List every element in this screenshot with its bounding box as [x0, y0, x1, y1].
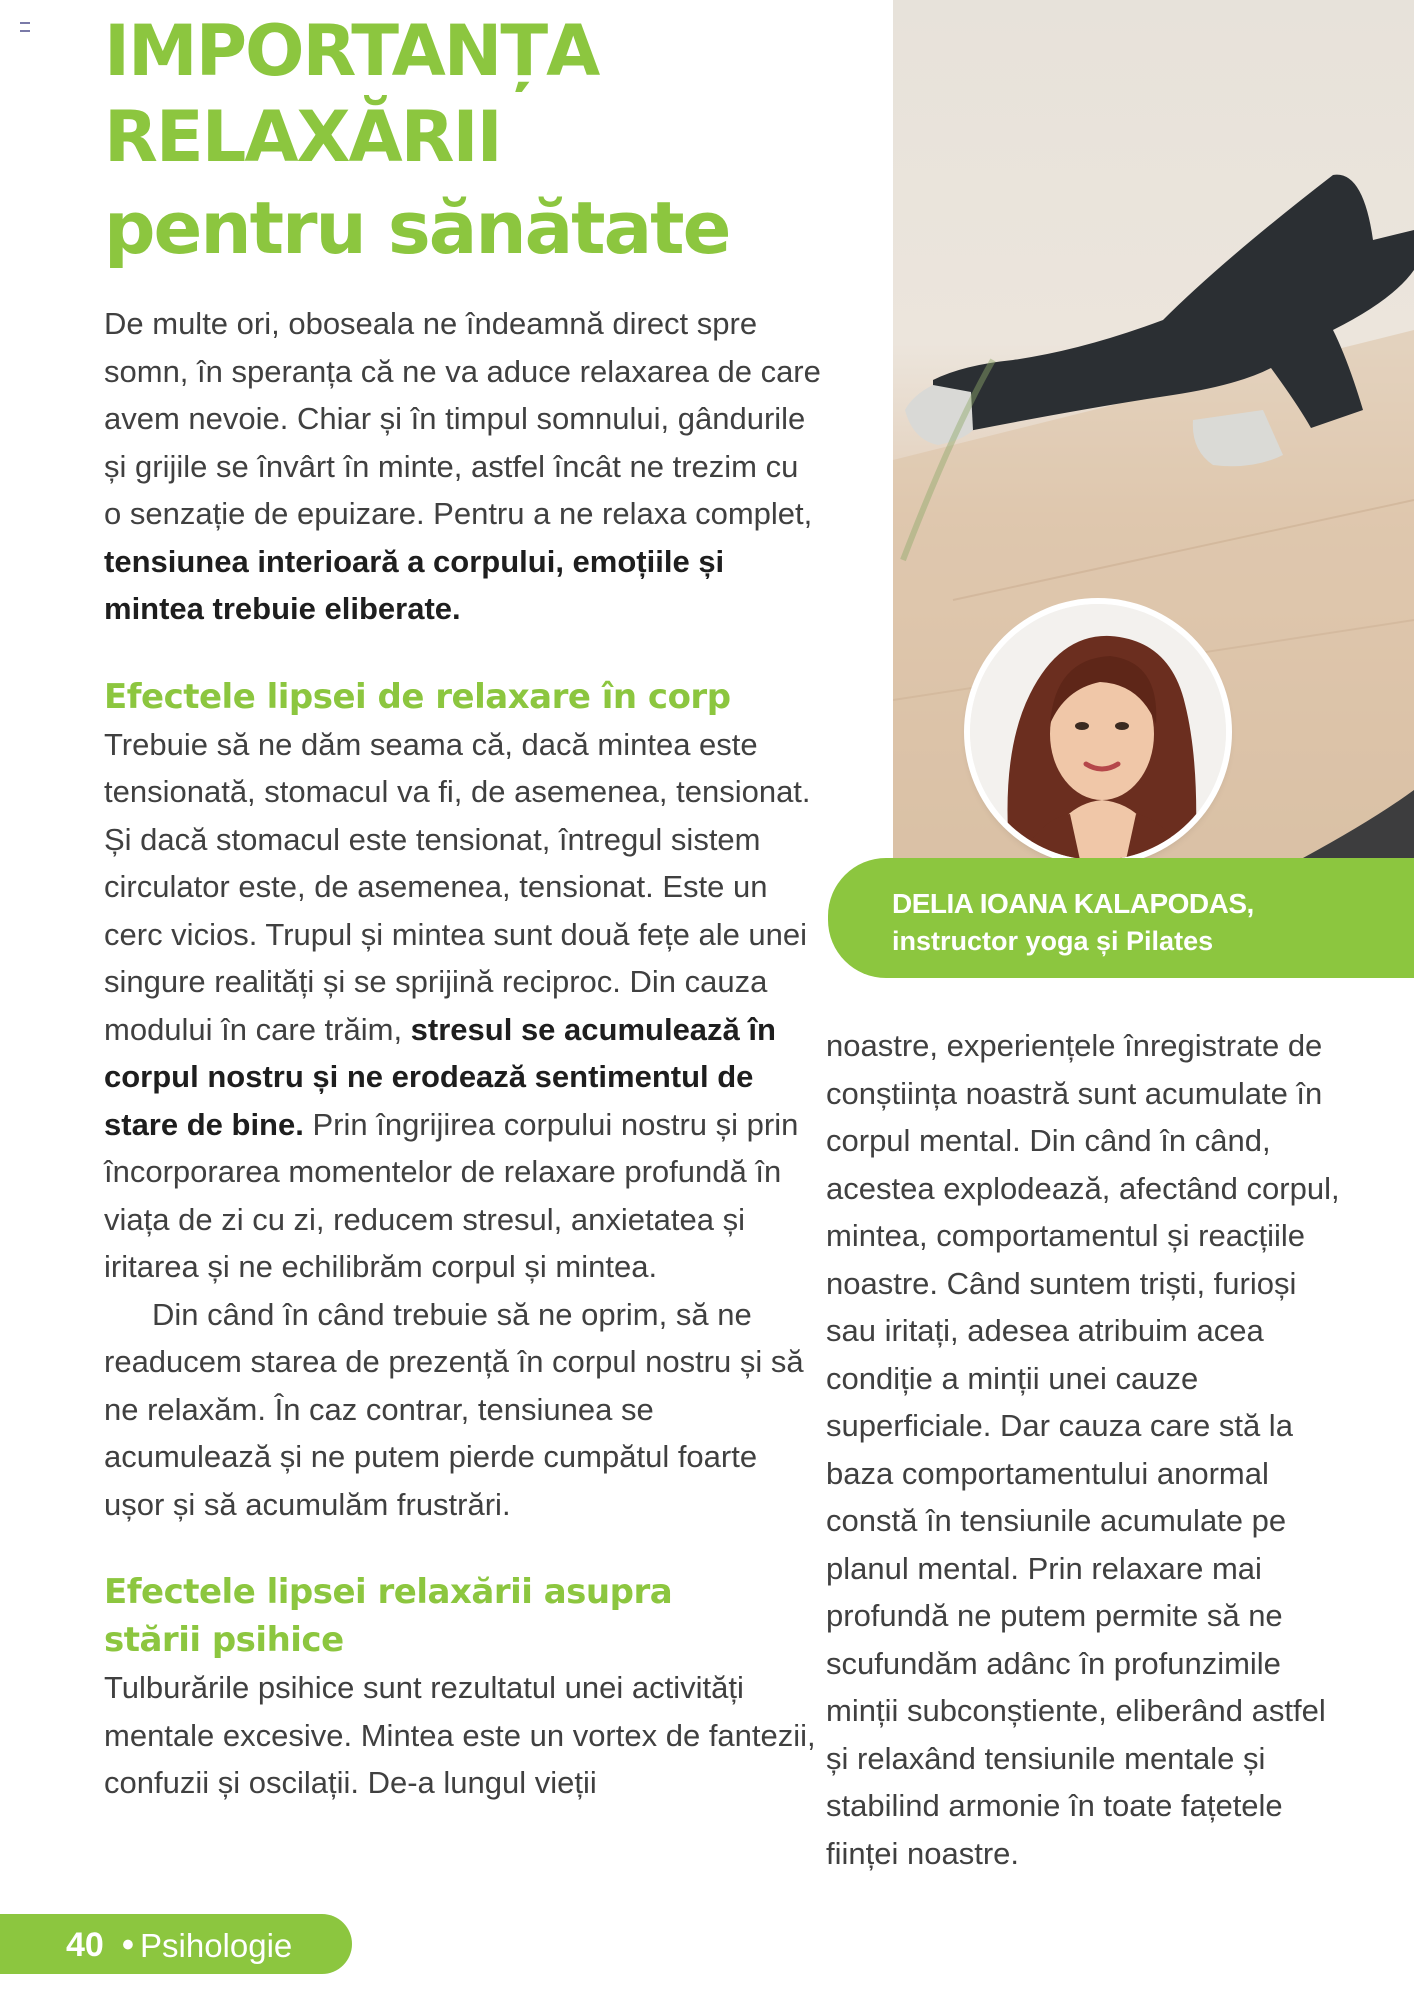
author-name: DELIA IOANA KALAPODAS, [892, 888, 1254, 919]
section1-heading: Efectele lipsei de relaxare în corp [104, 676, 731, 717]
title-line-3: pentru sănătate [104, 186, 730, 270]
left-column [104, 300, 824, 1807]
author-name-bar [828, 858, 1414, 978]
corner-mark [20, 22, 30, 32]
page-number: 40 [66, 1926, 104, 1964]
author-portrait-illustration [970, 604, 1226, 860]
section2-heading-line2: stării psihice [104, 1620, 344, 1660]
author-role: instructor yoga și Pilates [892, 926, 1214, 956]
article-title [104, 8, 729, 276]
title-line-2: RELAXĂRII [104, 96, 501, 178]
intro-text: De multe ori, oboseala ne îndeamnă direct spre somn, în speranța că ne va aduce relaxarea de care avem nevoie. Chiar și în timpul somnului, gândurile și grijile se învârt în minte, astfel încât ne trezim cu o senzație de epuizare. Pentru a ne relaxa complet, [104, 306, 821, 531]
footer-separator: • [122, 1926, 134, 1964]
section2-heading [104, 1568, 824, 1664]
author-portrait [970, 604, 1226, 860]
title-line-1: IMPORTANȚA [104, 10, 599, 92]
section1-paragraph-2: Din când în când trebuie să ne oprim, să ne readucem starea de prezență în corpul nostru și să ne relaxăm. În caz contrar, tensiunea se acumulează și ne putem pierde cumpătul foarte ușor și să acumulăm frustrări. [104, 1296, 804, 1522]
intro-bold: tensiunea interioară a corpului, emoțiile și mintea trebuie eliberate. [104, 543, 725, 626]
intro-paragraph [104, 300, 824, 633]
section1-p1-start: Trebuie să ne dăm seama că, dacă mintea este tensionată, stomacul va fi, de asemenea, tensionat. Și dacă stomacul este tensionat, întregul sistem circulator este, de asemenea, tensionat. Este un cerc vicios. Trupul și mintea sunt două fețe ale unei singure realități și se sprijină reciproc. Din cauza modului în care trăim, [104, 726, 811, 1047]
right-column [826, 1022, 1346, 1877]
page-footer [0, 1914, 352, 1974]
section2-paragraph-continued: noastre, experiențele înregistrate de conștiința noastră sunt acumulate în corpul mental. Din când în când, acestea explodează, afectând corpul, mintea, comportamentul și reacțiile noastre. Când suntem triști, furioși sau iritați, adesea atribuim acea condiție a minții unei cauze superficiale. Dar cauza care stă la baza comportamentului anormal constă în tensiunile acumulate pe planul mental. Prin relaxare mai profundă ne putem permite să ne scufundăm adânc în profunzimile minții subconștiente, eliberând astfel și relaxând tensiunile mentale și stabilind armonie în toate fațetele ființei noastre. [826, 1028, 1340, 1871]
section-name: Psihologie [140, 1927, 293, 1964]
section2-paragraph-start: Tulburările psihice sunt rezultatul unei activități mentale excesive. Mintea este un vortex de fantezii, confuzii și oscilații. De-a lungul vieții [104, 1670, 816, 1800]
section1-p1-end: Prin îngrijirea corpului nostru și prin încorporarea momentelor de relaxare profundă în viața de zi cu zi, reducem stresul, anxietatea și iritarea și ne echilibrăm corpul și mintea. [104, 1106, 799, 1284]
section2-heading-line1: Efectele lipsei relaxării asupra [104, 1572, 673, 1612]
section1-paragraph-1 [104, 721, 824, 1291]
section1-p1-bold: stresul se acumulează în corpul nostru și ne erodează sentimentul de stare de bine. [104, 1011, 776, 1142]
